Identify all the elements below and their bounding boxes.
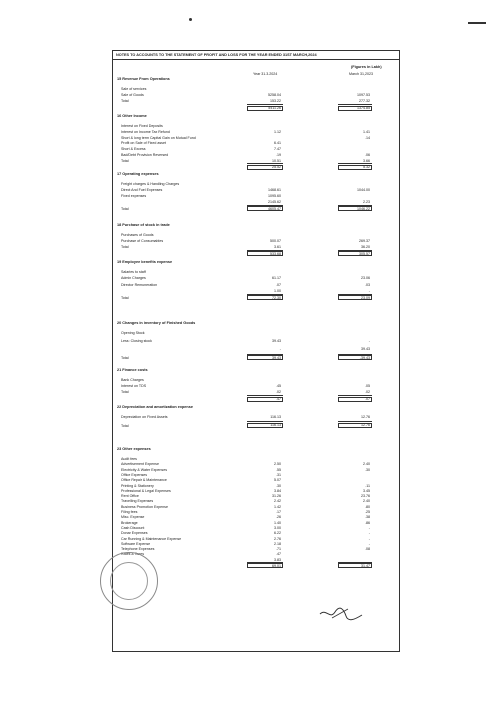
total-current: 533.68 bbox=[270, 251, 281, 256]
total-previous: 23.09 bbox=[361, 295, 370, 300]
row-label: Profit on Sale of Fixed asset bbox=[121, 141, 166, 146]
current-value: 2145.62 bbox=[268, 200, 281, 205]
current-value: 1.42 bbox=[274, 504, 281, 509]
note-title: 20 Changes in inventory of Finished Goods bbox=[117, 321, 196, 325]
note-title: 17 Operating expenses bbox=[117, 172, 159, 176]
row-label: Bad/Debt Provision Reversed bbox=[121, 153, 169, 157]
current-value: .55 bbox=[276, 467, 281, 472]
previous-value: - bbox=[368, 531, 370, 536]
row-label: Admin Charges bbox=[121, 276, 146, 281]
page-title: NOTES TO ACCOUNTS TO THE STATEMENT OF PROFIT AND LOSS FOR THE YEAR ENDED 31ST MARCH,2024 bbox=[113, 51, 399, 60]
row-label: Interest on Income Tax Refund bbox=[121, 129, 170, 134]
current-value: 2.76 bbox=[274, 536, 281, 541]
current-value: - bbox=[279, 347, 281, 351]
note-title: 22 Depreciation and amortization expense bbox=[117, 405, 193, 409]
previous-value: .80 bbox=[365, 504, 370, 509]
previous-value: - bbox=[368, 339, 370, 343]
row-label: Car Running & Maintenance Expense bbox=[121, 536, 182, 541]
previous-value: 2.40 bbox=[363, 462, 370, 467]
current-value: .45 bbox=[276, 384, 281, 389]
current-value: 1.40 bbox=[274, 520, 281, 525]
previous-value: .25 bbox=[365, 510, 370, 514]
row-label: Electricity & Water Expenses bbox=[121, 467, 168, 472]
row-label: Advertisement Expense bbox=[121, 462, 159, 467]
current-value: .30 bbox=[276, 483, 281, 488]
total-previous: 1046.22 bbox=[357, 206, 370, 211]
previous-value: 1097.53 bbox=[357, 93, 370, 98]
previous-value: .06 bbox=[365, 153, 370, 157]
previous-value: .02 bbox=[365, 390, 370, 395]
total-current: .47 bbox=[276, 397, 281, 402]
current-value: .19 bbox=[276, 153, 281, 157]
total-previous: 305.57 bbox=[359, 251, 370, 256]
previous-value: - bbox=[368, 288, 370, 293]
total-current: 69.01 bbox=[272, 563, 281, 568]
note-title: 21 Finance costs bbox=[117, 368, 148, 372]
total-previous: -39.43 bbox=[359, 355, 370, 360]
total-label: Total bbox=[121, 207, 129, 212]
current-value: 3.84 bbox=[274, 488, 281, 493]
scan-mark bbox=[189, 18, 192, 21]
previous-value: 2.23 bbox=[363, 200, 370, 205]
total-current: 72.30 bbox=[272, 295, 281, 300]
current-value: .31 bbox=[276, 472, 281, 477]
current-value: 500.07 bbox=[270, 239, 281, 244]
total-current: 5411.26 bbox=[268, 106, 281, 111]
total-previous: 5.32 bbox=[363, 165, 370, 170]
previous-value: .11 bbox=[365, 483, 370, 488]
row-label: Interest on TDS bbox=[121, 384, 147, 389]
row-label: Office Expenses bbox=[121, 472, 148, 477]
row-label: Interest on Fixed Deposits bbox=[121, 124, 163, 128]
total-label: Total bbox=[121, 423, 129, 428]
row-label: Professional & Legal Expenses bbox=[121, 488, 171, 493]
current-value: 3.83 bbox=[274, 557, 281, 562]
previous-value: 277.32 bbox=[359, 99, 370, 104]
current-value: 7.47 bbox=[274, 147, 281, 152]
current-value: .71 bbox=[276, 547, 281, 552]
previous-value: .05 bbox=[365, 384, 370, 389]
row-label: Telephone Expenses bbox=[121, 547, 155, 552]
previous-value: .03 bbox=[365, 282, 370, 287]
current-value: 3.61 bbox=[274, 245, 281, 250]
row-label: Fixed expenses bbox=[121, 194, 147, 199]
row-label: Direct And Fuel Expenses bbox=[121, 188, 163, 193]
signature bbox=[318, 606, 364, 624]
current-value: 6.22 bbox=[274, 531, 281, 536]
total-previous: 1374.85 bbox=[357, 106, 370, 111]
current-value: 153.22 bbox=[270, 99, 281, 104]
row-label: Sale of services bbox=[121, 87, 147, 91]
current-value: 61.17 bbox=[272, 276, 281, 281]
previous-value: - bbox=[368, 541, 370, 546]
current-value: 39.43 bbox=[272, 339, 281, 343]
current-value: .47 bbox=[276, 552, 281, 557]
col-previous-header: March 31,2023 bbox=[349, 72, 373, 76]
row-label: Rates & Taxes bbox=[121, 552, 145, 557]
row-label: Total bbox=[121, 390, 129, 395]
row-label: Audit fees bbox=[121, 457, 137, 461]
total-current: 39.43 bbox=[272, 355, 281, 360]
current-value: .26 bbox=[276, 515, 281, 520]
row-label: Bank Charges bbox=[121, 378, 144, 382]
col-current-header: Year 31.3.2024 bbox=[253, 72, 278, 76]
total-current: 4605.47 bbox=[268, 206, 281, 211]
current-value: 10.51 bbox=[272, 158, 281, 163]
row-label: Brokerage bbox=[121, 520, 138, 525]
row-label: Freight charges & Handling Charges bbox=[121, 182, 180, 186]
previous-value: 36.20 bbox=[361, 245, 370, 250]
previous-value: 1.41 bbox=[363, 129, 370, 134]
row-label: Short & long term Capital Gain on Mutual Fund bbox=[121, 135, 196, 140]
previous-value: 23.76 bbox=[361, 494, 370, 499]
total-current: 25.52 bbox=[272, 165, 281, 170]
total-previous: 12.76 bbox=[361, 423, 370, 427]
current-value: 1.12 bbox=[274, 129, 281, 134]
note-title: 15 Revenue From Operations bbox=[117, 77, 170, 81]
row-label: Cash Discount bbox=[121, 525, 145, 530]
current-value: 1095.60 bbox=[268, 194, 281, 199]
row-label: Total bbox=[121, 245, 129, 250]
unit-label: (Figures in Lakh) bbox=[351, 65, 382, 69]
previous-value: .86 bbox=[365, 520, 370, 525]
total-previous: .07 bbox=[365, 397, 370, 402]
current-value: 116.13 bbox=[270, 415, 281, 419]
row-label: Office Repair & Maintenance bbox=[121, 478, 167, 483]
current-value: 31.26 bbox=[272, 494, 281, 499]
current-value: .17 bbox=[276, 510, 281, 514]
current-value: 2.50 bbox=[274, 462, 281, 467]
row-label: Misc. Expense bbox=[121, 515, 145, 520]
total-current: 116.13 bbox=[270, 423, 281, 427]
row-label: Rent Office bbox=[121, 494, 139, 499]
previous-value: .14 bbox=[365, 135, 370, 140]
row-label: Business Promotion Expense bbox=[121, 504, 168, 509]
row-label: Travelling Expenses bbox=[121, 499, 154, 504]
current-value: 6.41 bbox=[274, 141, 281, 146]
row-label: Purchases of Goods bbox=[121, 233, 154, 237]
row-label: Sale of Goods bbox=[121, 93, 144, 98]
total-previous: 31.47 bbox=[361, 563, 370, 568]
previous-value: 23.06 bbox=[361, 276, 370, 281]
current-value: 3.00 bbox=[274, 525, 281, 530]
row-label: Opening Stock bbox=[121, 331, 145, 335]
note-title: 19 Employee benefits expense bbox=[117, 260, 173, 264]
row-label: Less: Closing stock bbox=[121, 339, 152, 343]
row-label: Purchase of Consumables bbox=[121, 239, 164, 244]
current-value: 2.42 bbox=[274, 499, 281, 504]
notes-sheet bbox=[112, 50, 400, 652]
previous-value: .08 bbox=[365, 547, 370, 552]
previous-value: .38 bbox=[365, 515, 370, 520]
previous-value: 269.37 bbox=[359, 239, 370, 244]
row-label: Printing & Stationery bbox=[121, 483, 154, 488]
previous-value: - bbox=[368, 536, 370, 541]
previous-value: 3.66 bbox=[363, 158, 370, 163]
previous-value: .30 bbox=[365, 467, 370, 472]
previous-value: 1044.00 bbox=[357, 188, 370, 193]
row-label: Depreciation on Fixed Assets bbox=[121, 415, 168, 419]
note-title: 16 Other Income bbox=[117, 114, 147, 118]
previous-value: 12.76 bbox=[361, 415, 370, 419]
row-label: Software Expense bbox=[121, 541, 151, 546]
current-value: 1.00 bbox=[274, 288, 281, 293]
row-label: Short & Excess bbox=[121, 147, 146, 152]
current-value: 2.18 bbox=[274, 541, 281, 546]
previous-value: - bbox=[368, 525, 370, 530]
row-label: Filing fees bbox=[121, 510, 138, 514]
previous-value: 39.43 bbox=[361, 347, 370, 351]
previous-value: 2.40 bbox=[363, 499, 370, 504]
company-seal-inner bbox=[110, 562, 148, 600]
row-label: Director Remuneration bbox=[121, 282, 158, 287]
row-label: Salaries to staff bbox=[121, 270, 146, 274]
note-title: 23 Other expenses bbox=[117, 447, 151, 451]
total-label: Total bbox=[121, 356, 129, 360]
note-title: 18 Purchase of stock in trade bbox=[117, 223, 170, 227]
current-value: 5258.04 bbox=[268, 93, 281, 98]
current-value: 5.07 bbox=[274, 478, 281, 483]
current-value: .02 bbox=[276, 390, 281, 395]
current-value: 1468.61 bbox=[268, 188, 281, 193]
current-value: .07 bbox=[276, 282, 281, 287]
scan-dash bbox=[468, 22, 486, 24]
row-label: Donar Expenses bbox=[121, 531, 148, 536]
total-label: Total bbox=[121, 296, 129, 301]
row-label: Total bbox=[121, 99, 129, 104]
previous-value: 3.45 bbox=[363, 488, 370, 493]
row-label: Total bbox=[121, 158, 129, 163]
